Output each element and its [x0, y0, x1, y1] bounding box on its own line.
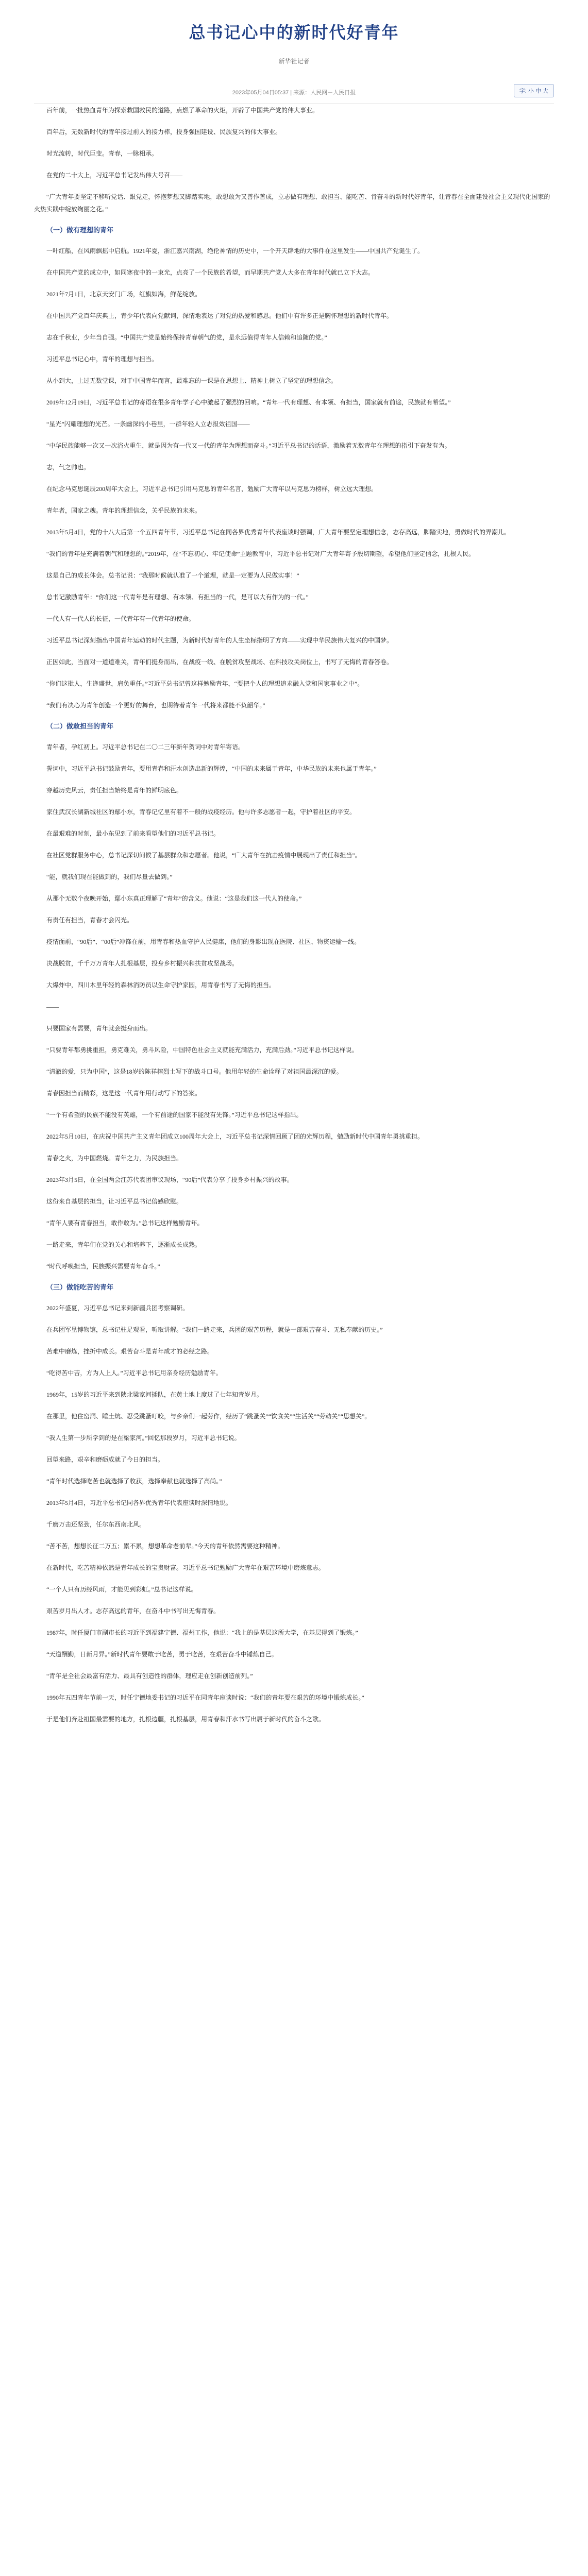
- article-paragraph: 百年后，无数新时代的青年接过前人的接力棒，投身强国建设、民族复兴的伟大事业。: [46, 128, 282, 135]
- article-paragraph: 青年者，孕红初上。习近平总书记在二〇二三年新年贺词中对青年寄语。: [46, 743, 245, 751]
- article-paragraph: 在中国共产党百年庆典上，青少年代表向党献词，深情地表达了对党的热爱和感恩。他们中有许多正是胸怀理想的新时代青年。: [46, 312, 393, 319]
- article-paragraph: 青年者，国家之魂。青年的理想信念，关乎民族的未来。: [46, 507, 201, 514]
- article-paragraph: 总书记激励青年：“你们这一代青年是有理想、有本领、有担当的一代，是可以大有作为的一代。”: [46, 594, 309, 601]
- page-title: 总书记心中的新时代好青年: [189, 23, 399, 42]
- article-paragraph: 艰苦岁月出人才。志存高远的青年，在奋斗中书写出无悔青春。: [46, 1607, 220, 1615]
- article-paragraph: “苦不苦，想想长征二万五；累不累，想想革命老前辈。”今天的青年依然需要这种精神。: [46, 1543, 284, 1550]
- article-paragraph: 1990年五四青年节前一天，时任宁德地委书记的习近平在同青年座谈时说：“我们的青年要在艰苦的环境中锻炼成长。”: [46, 1694, 364, 1701]
- article-paragraph: 2022年盛夏，习近平总书记来到新疆兵团考察调研。: [46, 1304, 189, 1312]
- article-paragraph: 在那里，他住窑洞、睡土炕、忍受跳蚤叮咬，与乡亲们一起劳作，经历了“跳蚤关”“饮食关”“生活关”“劳动关”“思想关”。: [46, 1413, 371, 1420]
- article-paragraph: “你们这批人，生逢盛世，肩负重任。”习近平总书记曾这样勉励青年，“要把个人的理想追求融入党和国家事业之中”。: [46, 680, 364, 687]
- article-paragraph: 一路走来，青年们在党的关心和培养下，逐渐成长成熟。: [46, 1241, 201, 1248]
- article-paragraph: ——: [46, 1003, 59, 1010]
- section-heading: （三）做能吃苦的青年: [46, 1283, 114, 1291]
- article-paragraph: 誓词中，习近平总书记鼓励青年，要用青春和汗水创造出新的辉煌，“中国的未来属于青年，中华民族的未来也属于青年。”: [46, 765, 377, 772]
- article-paragraph: 青春因担当而精彩，这是这一代青年用行动写下的答案。: [46, 1090, 201, 1097]
- article-meta: 2023年05月04日05:37 | 来源：人民网－人民日报: [232, 90, 356, 96]
- article-paragraph: “天道酬勤，日新月异。”新时代青年要敢于吃苦，勇于吃苦，在艰苦奋斗中锤炼自己。: [46, 1651, 278, 1658]
- article-paragraph: 一叶红船，在风雨飘摇中启航。1921年夏，浙江嘉兴南湖，绝伦神情的历史中，一个开天辟地的大事件在这里发生——中国共产党诞生了。: [46, 247, 424, 255]
- article-paragraph: 家住武汉长湖新城社区的鄢小东，青春记忆里有着不一般的战疫经历。他与许多志愿者一起，守护着社区的平安。: [46, 808, 356, 816]
- article-paragraph: “一个有希望的民族不能没有英雄，一个有前途的国家不能没有先锋。”习近平总书记这样指出。: [46, 1111, 303, 1118]
- article-paragraph: 志在千秋业，少年当自强。“中国共产党是始终保持青春朝气的党，是永远值得青年人信赖和追随的党。”: [46, 334, 327, 341]
- article-paragraph: 疫情面前，“90后”、“00后”冲锋在前，用青春和热血守护人民健康，他们的身影出现在医院、社区、物资运输一线。: [46, 938, 361, 945]
- article-paragraph: 志，气之帅也。: [46, 464, 90, 471]
- article-paragraph: “能，就我们现在能做到的，我们尽量去做到。”: [46, 873, 173, 880]
- article-paragraph: 只要国家有需要，青年就会挺身而出。: [46, 1025, 152, 1032]
- article-paragraph: 2019年12月19日，习近平总书记的寄语在很多青年学子心中激起了强烈的回响。“青年一代有理想、有本领、有担当，国家就有前途，民族就有希望。”: [46, 399, 451, 406]
- article-paragraph: 在新时代，吃苦精神依然是青年成长的宝贵财富。习近平总书记勉励广大青年在艰苦环境中磨炼意志。: [46, 1564, 325, 1571]
- article-paragraph: “中华民族能够一次又一次浴火重生，就是因为有一代又一代的青年为理想而奋斗。”习近平总书记的话语，激励着无数青年在理想的指引下奋发有为。: [46, 442, 451, 449]
- article-paragraph: 2013年5月4日，习近平总书记同各界优秀青年代表座谈时深情地说。: [46, 1499, 232, 1506]
- article-paragraph: 百年前，一批热血青年为探索救国救民的道路，点燃了革命的火炬，开辟了中国共产党的伟大事业。: [46, 107, 319, 114]
- article-paragraph: “青年时代选择吃苦也就选择了收获，选择奉献也就选择了高尚。”: [46, 1478, 222, 1485]
- article-paragraph: 在社区党群服务中心，总书记深切问候了基层群众和志愿者。他说，“广大青年在抗击疫情中展现出了责任和担当”。: [46, 852, 361, 859]
- article-paragraph: “一个人只有历经风雨，才能见到彩虹。”总书记这样说。: [46, 1586, 197, 1593]
- source-line: 新华社记者: [278, 58, 310, 65]
- article-paragraph: 时光流转，时代巨变。青春，一脉相承。: [46, 150, 158, 157]
- article-paragraph: 在最艰难的时刻，最小东见到了前来看望他们的习近平总书记。: [46, 830, 220, 837]
- article-paragraph: 在党的二十大上，习近平总书记发出伟大号召——: [46, 172, 183, 179]
- article-body: [0, 104, 588, 1725]
- meta-row: [0, 84, 588, 98]
- font-size-button[interactable]: 字: 小 中 大: [514, 84, 554, 97]
- article-paragraph: 大爆炸中，四川木里年轻的森林消防员以生命守护家园，用青春书写了无悔的担当。: [46, 981, 276, 989]
- article-paragraph: 习近平总书记心中，青年的理想与担当。: [46, 355, 158, 363]
- article-paragraph: 千磨万击还坚劲，任尔东西南北风。: [46, 1521, 146, 1528]
- article-paragraph: 苦难中磨炼，挫折中成长。艰苦奋斗是青年成才的必经之路。: [46, 1348, 214, 1355]
- article-paragraph: 2022年5月10日，在庆祝中国共产主义青年团成立100周年大会上，习近平总书记深情回顾了团的光辉历程，勉励新时代中国青年勇挑重担。: [46, 1133, 424, 1140]
- article-paragraph: “清澈的爱，只为中国”，这是18岁的陈祥榕烈士写下的战斗口号。他用年轻的生命诠释了对祖国最深沉的爱。: [46, 1068, 343, 1075]
- article-paragraph: 一代人有一代人的长征，一代青年有一代青年的使命。: [46, 615, 195, 622]
- article-paragraph: 从那个无数个夜晚开始，鄢小东真正理解了“青年”的含义。他说：“这是我们这一代人的使命。”: [46, 895, 302, 902]
- article-paragraph: “只要青年都勇挑重担，勇克难关，勇斗风险，中国特色社会主义就能充满活力，充满后劲。”习近平总书记这样说。: [46, 1046, 358, 1054]
- article-paragraph: 青春之火，为中国燃烧。青年之力，为民族担当。: [46, 1155, 183, 1162]
- article-paragraph: 在中国共产党的成立中，如同寒夜中的一束光，点亮了一个民族的希望，而早期共产党人大多在青年时代就已立下大志。: [46, 269, 375, 276]
- article-paragraph: “时代呼唤担当，民族振兴需要青年奋斗。”: [46, 1263, 160, 1270]
- article-paragraph: 这是自己的成长体会。总书记说：“我那时候就认准了一个道理，就是一定要为人民做实事！”: [46, 572, 299, 579]
- article-paragraph: 穿越历史风云，责任担当始终是青年的鲜明底色。: [46, 787, 183, 794]
- article-paragraph: “青年人要有青春担当，敢作敢为。”总书记这样勉励青年。: [46, 1219, 204, 1227]
- section-heading: （一）做有理想的青年: [46, 226, 114, 234]
- article-paragraph: 1987年，时任厦门市副市长的习近平到福建宁德、福州工作，他说：“我上的是基层这所大学，在基层得到了锻炼。”: [46, 1629, 358, 1636]
- article-paragraph: “我们的青年是充满着朝气和理想的。”2019年，在“不忘初心、牢记使命”主题教育中，习近平总书记对广大青年寄予殷切期望，希望他们坚定信念，扎根人民。: [46, 550, 475, 557]
- article-paragraph: “吃得苦中苦，方为人上人。”习近平总书记用亲身经历勉励青年。: [46, 1369, 222, 1377]
- article-paragraph: 在兵团军垦博物馆，总书记驻足观看，听取讲解。“我们一路走来，兵团的艰苦历程，就是一部艰苦奋斗、无私奉献的历史。”: [46, 1326, 383, 1333]
- article-paragraph: “星光”闪耀理想的光芒。一条幽深的小巷里，一群年轻人立志报效祖国——: [46, 420, 250, 428]
- article-paragraph: 从小到大，上过无数堂课，对于中国青年而言，最难忘的一课是在思想上、精神上树立了坚定的理想信念。: [46, 377, 338, 384]
- article-paragraph: 回望来路，艰辛和磨砺成就了今日的担当。: [46, 1456, 164, 1463]
- article-paragraph: 于是他们奔赴祖国最需要的地方，扎根边疆，扎根基层，用青春和汗水书写出属于新时代的奋斗之歌。: [46, 1716, 325, 1723]
- article-header: [0, 0, 588, 104]
- article-paragraph: 决战脱贫，千千万万青年人扎根基层，投身乡村振兴和扶贫攻坚战场。: [46, 960, 239, 967]
- article-paragraph: “广大青年要坚定不移听党话、跟党走，怀抱梦想又脚踏实地，敢想敢为又善作善成，立志做有理想、敢担当、能吃苦、肯奋斗的新时代好青年，让青春在全面建设社会主义现代化国家的火热实践中绽放绚丽之花。”: [34, 193, 550, 213]
- article-paragraph: 正因如此，当面对一道道难关，青年们挺身而出，在战疫一线、在脱贫攻坚战场、在科技攻关岗位上，书写了无悔的青春答卷。: [46, 658, 393, 666]
- article-paragraph: 有责任有担当，青春才会闪光。: [46, 917, 133, 924]
- section-heading: （二）做敢担当的青年: [46, 722, 114, 730]
- article-paragraph: “我们有决心为青年创造一个更好的舞台，也期待着青年一代将来都能不负韶华。”: [46, 702, 265, 709]
- article-paragraph: 2013年5月4日，党的十八大后第一个五四青年节，习近平总书记在同各界优秀青年代表座谈时强调，广大青年要坚定理想信念，志存高远，脚踏实地，勇做时代的弄潮儿。: [46, 529, 511, 536]
- article-paragraph: 2023年3月5日，在全国两会江苏代表团审议现场，“90后”代表分享了投身乡村振兴的故事。: [46, 1176, 293, 1183]
- article-paragraph: “我人生第一步所学到的是在梁家河。”回忆那段岁月，习近平总书记说。: [46, 1434, 241, 1442]
- article-paragraph: 这份来自基层的担当，让习近平总书记倍感欣慰。: [46, 1198, 183, 1205]
- article-paragraph: 习近平总书记深刻指出中国青年运动的时代主题，为新时代好青年的人生坐标指明了方向——实现中华民族伟大复兴的中国梦。: [46, 637, 393, 644]
- article-paragraph: 1969年，15岁的习近平来到陕北梁家河插队，在黄土地上度过了七年知青岁月。: [46, 1391, 263, 1398]
- article-paragraph: 在纪念马克思诞辰200周年大会上，习近平总书记引用马克思的青年名言，勉励广大青年以马克思为榜样，树立远大理想。: [46, 485, 378, 493]
- article-paragraph: 2021年7月1日，北京天安门广场，红旗如海，鲜花绽放。: [46, 291, 201, 298]
- article-paragraph: “青年是全社会最富有活力、最具有创造性的群体，理应走在创新创造前列。”: [46, 1672, 253, 1680]
